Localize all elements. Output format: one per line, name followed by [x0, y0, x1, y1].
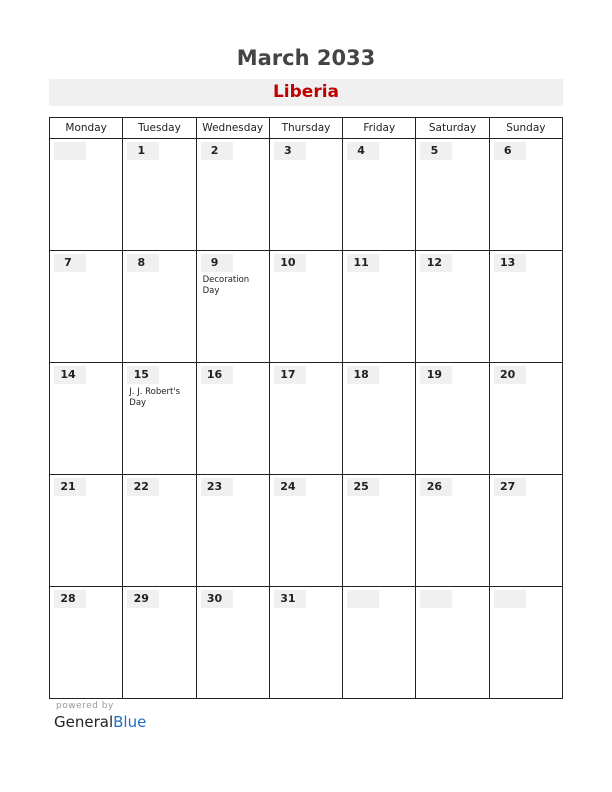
day-cell[interactable]: [196, 363, 269, 475]
holiday-label: Decoration Day: [202, 275, 250, 296]
day-cell[interactable]: [50, 251, 123, 363]
day-cell[interactable]: [489, 139, 562, 251]
day-cell[interactable]: [343, 139, 416, 251]
day-number: 18: [353, 368, 369, 381]
day-cell[interactable]: [196, 251, 269, 363]
day-cell[interactable]: [123, 251, 196, 363]
holiday-label: J. J. Robert's Day: [129, 387, 181, 408]
day-number: 8: [137, 256, 146, 269]
day-cell[interactable]: [269, 475, 342, 587]
day-number-box: [494, 590, 526, 608]
day-number: 4: [357, 144, 365, 157]
day-cell[interactable]: [343, 363, 416, 475]
day-number: 30: [206, 592, 223, 605]
day-number: 31: [280, 592, 296, 605]
day-cell[interactable]: [269, 139, 342, 251]
day-cell[interactable]: [269, 587, 342, 699]
day-cell[interactable]: [123, 139, 196, 251]
week-row: [50, 475, 563, 587]
day-cell[interactable]: [416, 475, 489, 587]
day-number: 23: [206, 480, 223, 493]
powered-by-text: powered by: [56, 701, 114, 711]
weekday-header: Monday: [50, 118, 123, 139]
day-number: 5: [430, 144, 439, 157]
day-cell[interactable]: [50, 587, 123, 699]
day-number: 21: [60, 480, 76, 493]
day-number: 22: [133, 480, 149, 493]
day-number-box: [347, 590, 379, 608]
day-number: 11: [353, 256, 369, 269]
day-number: 2: [210, 144, 219, 157]
day-cell[interactable]: [343, 587, 416, 699]
day-cell[interactable]: [489, 251, 562, 363]
day-cell[interactable]: [50, 363, 123, 475]
brand-blue: Blue: [113, 713, 147, 731]
day-cell[interactable]: [416, 587, 489, 699]
day-number: 1: [137, 144, 146, 157]
day-number: 19: [426, 368, 443, 381]
weekday-header: Tuesday: [123, 118, 196, 139]
day-number: 29: [133, 592, 149, 605]
day-cell[interactable]: [489, 587, 562, 699]
weekday-header: Wednesday: [196, 118, 269, 139]
country-banner: [49, 79, 563, 106]
day-cell[interactable]: [50, 475, 123, 587]
day-number-box: [420, 590, 452, 608]
day-cell[interactable]: [196, 139, 269, 251]
generalblue-logo[interactable]: [54, 713, 146, 731]
weekday-header-row: [50, 118, 563, 139]
day-number: 24: [280, 480, 296, 493]
day-number: 25: [353, 480, 369, 493]
country-name: Liberia: [272, 82, 340, 102]
week-row: [50, 363, 563, 475]
day-number: 16: [206, 368, 223, 381]
day-number: 15: [133, 368, 149, 381]
weekday-header: Friday: [343, 118, 416, 139]
calendar-grid: [49, 117, 563, 699]
day-cell[interactable]: [416, 251, 489, 363]
week-row: [50, 587, 563, 699]
weekday-header: Thursday: [269, 118, 342, 139]
week-row: [50, 251, 563, 363]
day-number: 28: [60, 592, 76, 605]
day-cell[interactable]: [123, 475, 196, 587]
day-number: 26: [426, 480, 443, 493]
day-number: 27: [500, 480, 516, 493]
day-cell[interactable]: [489, 475, 562, 587]
day-cell[interactable]: [196, 587, 269, 699]
day-cell[interactable]: [343, 475, 416, 587]
day-number: 14: [60, 368, 76, 381]
weekday-header: Saturday: [416, 118, 489, 139]
day-cell[interactable]: [416, 363, 489, 475]
day-number: 3: [284, 144, 292, 157]
brand-general: General: [54, 713, 114, 731]
day-cell[interactable]: [416, 139, 489, 251]
day-cell[interactable]: [50, 139, 123, 251]
day-cell[interactable]: [269, 363, 342, 475]
day-number: 17: [280, 368, 296, 381]
day-cell[interactable]: [123, 587, 196, 699]
day-cell[interactable]: [343, 251, 416, 363]
day-cell[interactable]: [489, 363, 562, 475]
day-cell[interactable]: [123, 363, 196, 475]
day-number: 20: [500, 368, 516, 381]
day-number: 10: [280, 256, 296, 269]
day-number: 9: [210, 256, 219, 269]
day-cell[interactable]: [269, 251, 342, 363]
day-number-box: [54, 142, 86, 160]
day-number: 13: [500, 256, 516, 269]
day-number: 12: [426, 256, 443, 269]
week-row: [50, 139, 563, 251]
day-number: 6: [503, 144, 512, 157]
day-number: 7: [64, 256, 72, 269]
page-title: March 2033: [236, 46, 376, 70]
day-cell[interactable]: [196, 475, 269, 587]
weekday-header: Sunday: [489, 118, 562, 139]
calendar-body: [50, 139, 563, 699]
